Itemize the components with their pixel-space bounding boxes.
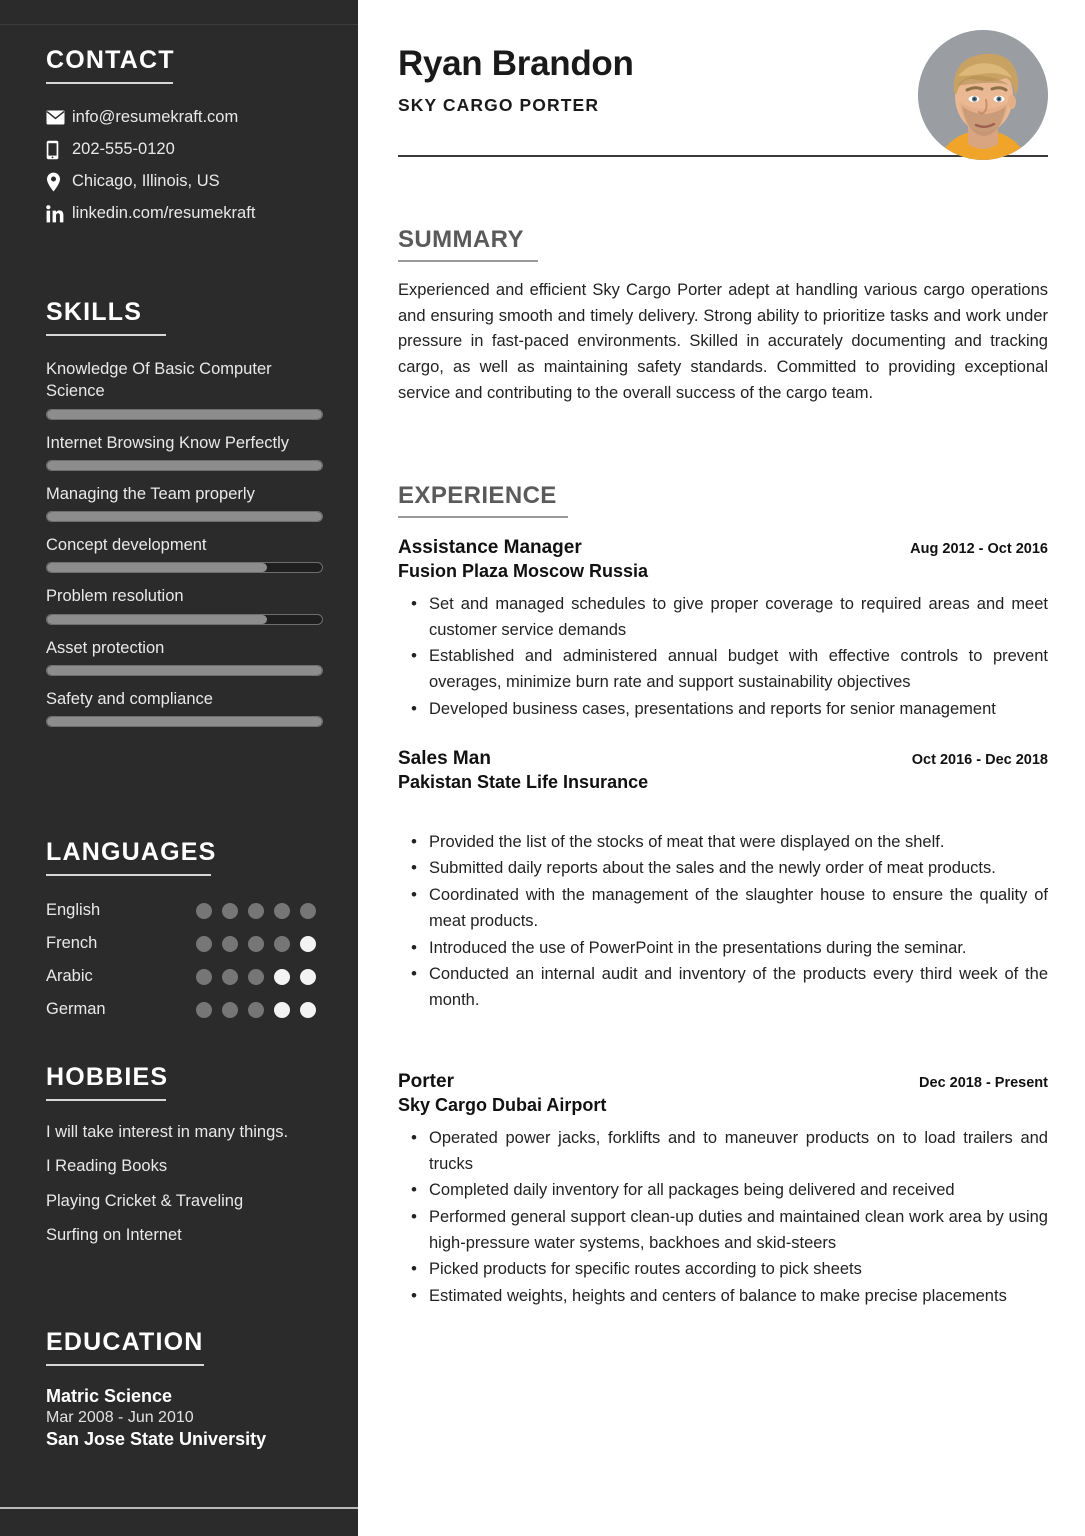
- education-school: San Jose State University: [46, 1429, 267, 1449]
- sidebar-bottom-divider: [0, 1507, 358, 1509]
- experience-bullet: • Submitted daily reports about the sales and the newly order of meat products.: [429, 856, 1048, 882]
- level-dot: [300, 936, 316, 952]
- language-level-dots: [196, 969, 316, 985]
- experience-role: Porter: [398, 1070, 454, 1092]
- experience-heading: EXPERIENCE: [398, 482, 557, 509]
- contact-email-text: info@resumekraft.com: [72, 108, 239, 126]
- skill-label: Knowledge Of Basic Computer Science: [46, 360, 272, 401]
- experience-bullet: • Estimated weights, heights and centers of balance to make precise placements: [429, 1284, 1048, 1310]
- skill-progress-fill: [47, 410, 322, 419]
- level-dot: [300, 1002, 316, 1018]
- header-divider: [398, 155, 1048, 157]
- skill-progress-fill: [47, 717, 322, 726]
- profile-photo-graphic: [918, 30, 1048, 160]
- experience-bullet: • Performed general support clean-up duties and maintained clean work area by using high-pressure water systems, backhoes and skid-steers: [429, 1205, 1048, 1256]
- page-title: Ryan Brandon: [398, 44, 634, 83]
- experience-organization: Sky Cargo Dubai Airport: [398, 1094, 607, 1115]
- summary-text: Experienced and efficient Sky Cargo Porter adept at handling various cargo operations and ensuring smooth and timely delivery. Strong ability to prioritize tasks and work under pressure in fast-paced environments. Skilled in accurately documenting and tracking cargo, as well as maintaining safety standards. Committed to providing exceptional service and contributing to the overall success of the cargo team.: [398, 281, 1048, 402]
- level-dot: [274, 936, 290, 952]
- hobby-item: Surfing on Internet: [46, 1225, 182, 1244]
- level-dot: [248, 903, 264, 919]
- level-dot: [248, 1002, 264, 1018]
- experience-heading-rule: [398, 516, 568, 518]
- skill-progress-bar: [46, 716, 323, 727]
- experience-bullet: • Completed daily inventory for all packages being delivered and received: [429, 1178, 1048, 1204]
- contact-item-email[interactable]: [46, 108, 336, 128]
- language-name: English: [46, 901, 101, 919]
- experience-bullets: [398, 1126, 1048, 1310]
- level-dot: [300, 903, 316, 919]
- language-level-dots: [196, 1002, 316, 1018]
- skill-progress-fill: [47, 563, 267, 572]
- hobbies-list: [46, 1121, 336, 1246]
- location-pin-icon: [46, 172, 72, 192]
- languages-section: [46, 840, 336, 1026]
- skill-progress-bar: [46, 511, 323, 522]
- experience-organization: Fusion Plaza Moscow Russia: [398, 561, 649, 581]
- skill-progress-fill: [47, 512, 322, 521]
- contact-heading-rule: [46, 82, 173, 84]
- hobby-item: I Reading Books: [46, 1157, 168, 1176]
- experience-bullet: • Coordinated with the management of the slaughter house to ensure the quality of meat products.: [429, 883, 1048, 934]
- level-dot: [196, 1002, 212, 1018]
- experience-item-headline: [398, 1071, 1048, 1093]
- education-heading-rule: [46, 1364, 204, 1366]
- education-heading: EDUCATION: [46, 1328, 204, 1356]
- skills-list: [46, 358, 336, 727]
- experience-date: Dec 2018 - Present: [919, 1074, 1048, 1091]
- experience-bullet: • Set and managed schedules to give proper coverage to required areas and meet customer service demands: [429, 592, 1048, 643]
- envelope-icon: [46, 110, 72, 125]
- contact-location-text: Chicago, Illinois, US: [72, 171, 220, 190]
- hobby-item: I will take interest in many things.: [46, 1123, 289, 1141]
- level-dot: [274, 969, 290, 985]
- header-job-title: SKY CARGO PORTER: [398, 94, 600, 115]
- level-dot: [222, 903, 238, 919]
- experience-bullets: [398, 592, 1048, 723]
- experience-item-headline: [398, 748, 1048, 770]
- experience-bullet: • Established and administered annual budget with effective controls to prevent overages, minimize burn rate and support sustainability objectives: [429, 644, 1048, 695]
- experience-item: [398, 537, 1048, 723]
- contact-item-linkedin[interactable]: [46, 204, 336, 224]
- main-content: [358, 0, 1085, 1536]
- experience-bullet: • Introduced the use of PowerPoint in the presentations during the seminar.: [429, 936, 1048, 962]
- skill-item: [46, 534, 336, 573]
- education-dates: Mar 2008 - Jun 2010: [46, 1409, 194, 1426]
- hobby-item: Playing Cricket & Traveling: [46, 1191, 244, 1210]
- sidebar-top-divider: [0, 24, 358, 25]
- experience-bullets: [398, 830, 1048, 1014]
- skill-item: [46, 432, 336, 471]
- contact-phone-text: 202-555-0120: [72, 139, 175, 158]
- level-dot: [196, 936, 212, 952]
- level-dot: [274, 903, 290, 919]
- skills-heading-rule: [46, 334, 166, 336]
- skill-item: [46, 358, 336, 420]
- skill-progress-fill: [47, 666, 322, 675]
- experience-date: Aug 2012 - Oct 2016: [910, 541, 1048, 557]
- skill-label: Problem resolution: [46, 587, 184, 606]
- experience-item: [398, 748, 1048, 1014]
- languages-heading-rule: [46, 874, 211, 876]
- experience-item-headline: [398, 537, 1048, 559]
- language-name: German: [46, 1000, 106, 1018]
- education-item: [46, 1386, 336, 1450]
- experience-bullet: • Picked products for specific routes according to pick sheets: [429, 1257, 1048, 1283]
- level-dot: [222, 936, 238, 952]
- level-dot: [196, 903, 212, 919]
- skill-progress-bar: [46, 614, 323, 625]
- hobbies-heading: HOBBIES: [46, 1063, 169, 1091]
- language-row: [46, 894, 336, 927]
- contact-item-phone[interactable]: [46, 140, 336, 160]
- level-dot: [248, 936, 264, 952]
- language-row: [46, 993, 336, 1026]
- summary-heading-rule: [398, 260, 538, 262]
- skill-label: Internet Browsing Know Perfectly: [46, 433, 290, 452]
- language-name: French: [46, 934, 98, 952]
- languages-heading: LANGUAGES: [46, 838, 217, 866]
- skill-item: [46, 637, 336, 676]
- level-dot: [274, 1002, 290, 1018]
- hobbies-section: [46, 1065, 336, 1258]
- skill-progress-bar: [46, 409, 323, 420]
- language-row: [46, 927, 336, 960]
- skill-progress-fill: [47, 615, 267, 624]
- level-dot: [222, 1002, 238, 1018]
- skill-item: [46, 483, 336, 522]
- experience-bullet: • Operated power jacks, forklifts and to maneuver products on to load trailers and trucks: [429, 1126, 1048, 1177]
- skill-label: Concept development: [46, 536, 207, 555]
- hobbies-heading-rule: [46, 1099, 166, 1101]
- mobile-phone-icon: [46, 140, 72, 160]
- experience-item: [398, 1071, 1048, 1310]
- experience-bullet: • Provided the list of the stocks of meat that were displayed on the shelf.: [429, 830, 1048, 856]
- experience-bullet: • Conducted an internal audit and inventory of the products every third week of the month.: [429, 962, 1048, 1013]
- skill-label: Asset protection: [46, 638, 165, 657]
- level-dot: [300, 969, 316, 985]
- skills-section: [46, 300, 336, 739]
- skill-progress-bar: [46, 460, 323, 471]
- skill-progress-fill: [47, 461, 322, 470]
- skills-heading: SKILLS: [46, 298, 143, 326]
- contact-list: [46, 108, 336, 224]
- avatar: [918, 30, 1048, 160]
- experience-role: Assistance Manager: [398, 537, 582, 558]
- contact-linkedin-text: linkedin.com/resumekraft: [72, 203, 256, 222]
- education-list: [46, 1386, 336, 1450]
- skill-item: [46, 688, 336, 727]
- level-dot: [248, 969, 264, 985]
- experience-role: Sales Man: [398, 747, 491, 769]
- language-name: Arabic: [46, 967, 93, 985]
- languages-list: [46, 894, 336, 1026]
- summary-section: [398, 228, 1048, 407]
- language-level-dots: [196, 903, 316, 919]
- skill-item: [46, 585, 336, 624]
- experience-organization: Pakistan State Life Insurance: [398, 771, 649, 792]
- education-degree: Matric Science: [46, 1386, 173, 1406]
- contact-item-location[interactable]: [46, 172, 336, 192]
- experience-bullet: • Developed business cases, presentations and reports for senior management: [429, 697, 1048, 723]
- skill-progress-bar: [46, 665, 323, 676]
- language-level-dots: [196, 936, 316, 952]
- linkedin-icon: [46, 205, 72, 223]
- skill-label: Safety and compliance: [46, 689, 213, 708]
- education-section: [46, 1330, 336, 1450]
- skill-label: Managing the Team properly: [46, 484, 255, 503]
- skill-progress-bar: [46, 562, 323, 573]
- contact-heading: CONTACT: [46, 46, 175, 74]
- sidebar: [0, 0, 358, 1536]
- level-dot: [222, 969, 238, 985]
- contact-section: [46, 48, 336, 236]
- summary-heading: SUMMARY: [398, 226, 524, 253]
- experience-date: Oct 2016 - Dec 2018: [911, 751, 1048, 768]
- language-row: [46, 960, 336, 993]
- experience-section: [398, 484, 1048, 1311]
- level-dot: [196, 969, 212, 985]
